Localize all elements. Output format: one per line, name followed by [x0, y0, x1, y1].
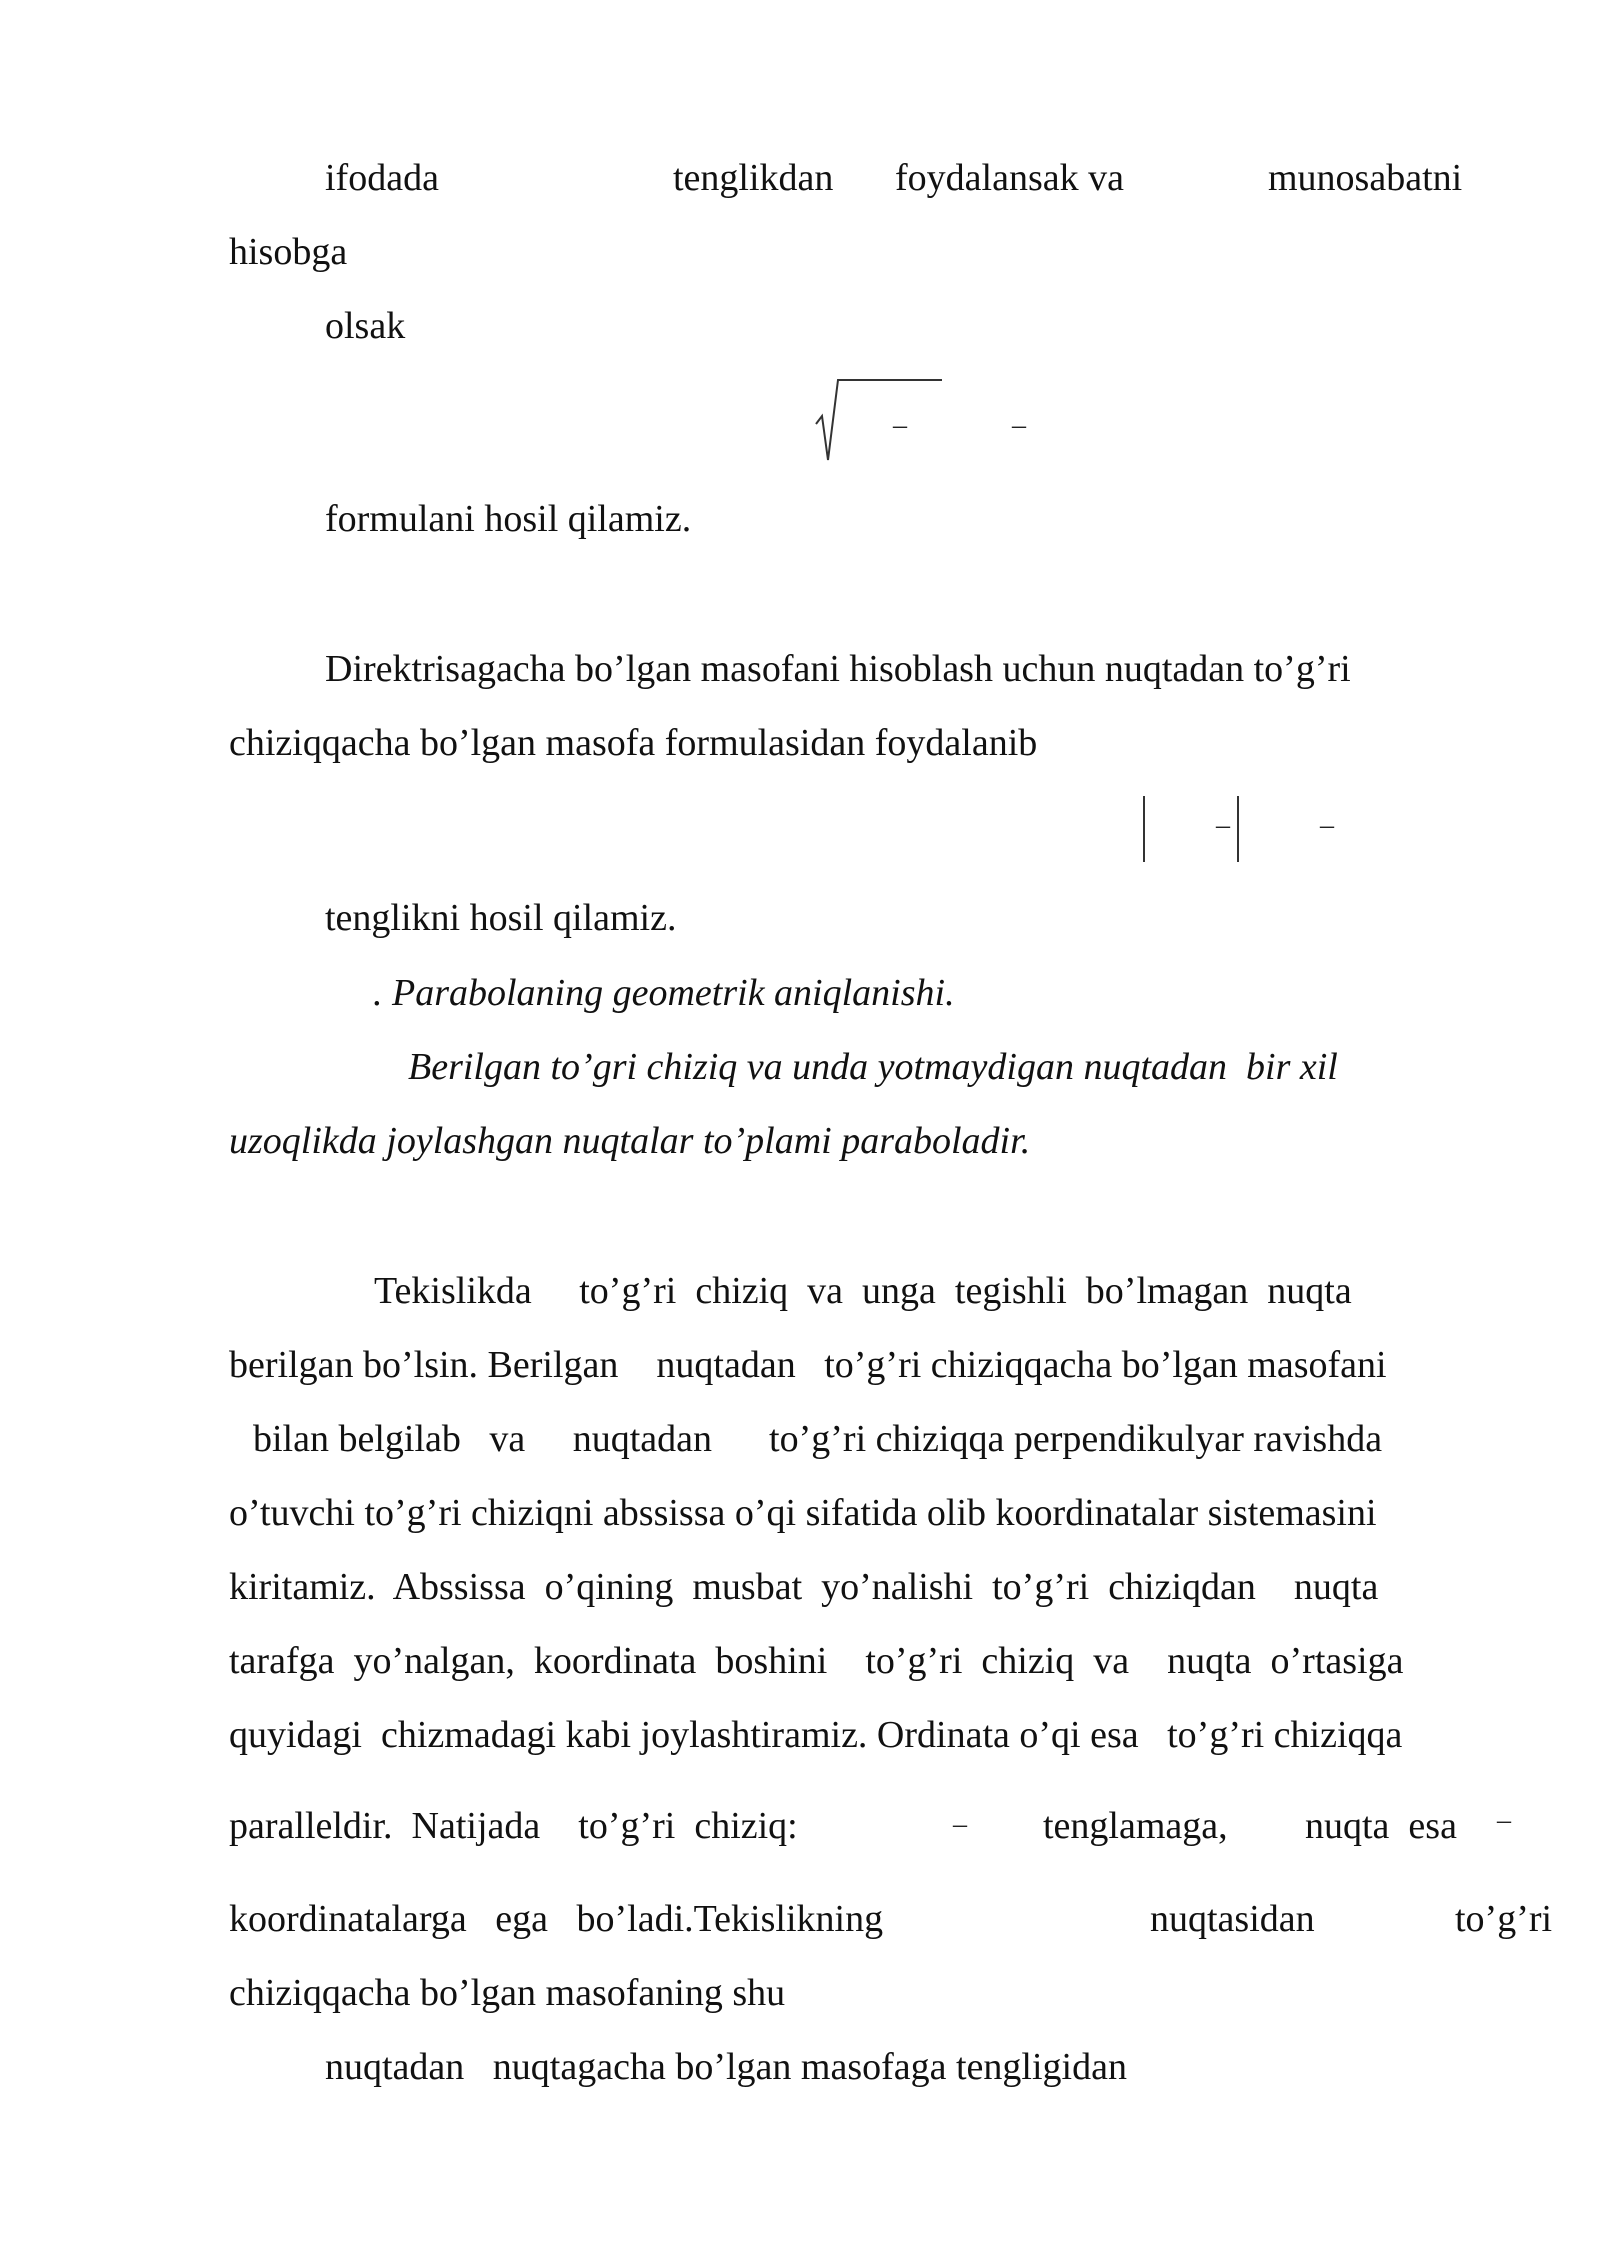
- text-line: hisobga: [229, 231, 348, 273]
- text-line: bilan belgilab va nuqtadan to’g’ri chiziqqa perpendikulyar ravishda: [253, 1418, 1383, 1460]
- word-tenglikdan: tenglikdan: [673, 157, 834, 199]
- formula-mark: –: [1320, 810, 1334, 841]
- formula-mark: –: [953, 1809, 967, 1840]
- text-line: paralleldir. Natijada to’g’ri chiziq:: [229, 1805, 798, 1847]
- text-line: quyidagi chizmadagi kabi joylashtiramiz. Ordinata o’qi esa to’g’ri chiziqqa: [229, 1714, 1403, 1756]
- formula-mark: –: [1012, 410, 1026, 441]
- text-line: tenglamaga,: [1043, 1805, 1228, 1847]
- text-line: tenglikni hosil qilamiz.: [325, 897, 677, 939]
- abs-bar-left: [1143, 796, 1145, 862]
- formula-mark: –: [1497, 1805, 1511, 1836]
- section-heading: . Parabolaning geometrik aniqlanishi.: [373, 972, 955, 1014]
- text-line: olsak: [325, 305, 406, 347]
- text-line: nuqtadan nuqtagacha bo’lgan masofaga tengligidan: [325, 2046, 1127, 2088]
- text-line: to’g’ri: [1455, 1898, 1553, 1940]
- abs-bar-right: [1237, 796, 1239, 862]
- definition-line: Berilgan to’gri chiziq va unda yotmaydigan nuqtadan bir xil: [408, 1046, 1338, 1088]
- text-line: formulani hosil qilamiz.: [325, 498, 692, 540]
- formula-mark: –: [1216, 810, 1230, 841]
- word-munosabatni: munosabatni: [1268, 157, 1463, 199]
- text-line: Direktrisagacha bo’lgan masofani hisoblash uchun nuqtadan to’g’ri: [325, 648, 1351, 690]
- sqrt-sign-icon: [814, 376, 944, 466]
- text-line: o’tuvchi to’g’ri chiziqni abssissa o’qi sifatida olib koordinatalar sistemasini: [229, 1492, 1377, 1534]
- text-line: nuqta esa: [1305, 1805, 1457, 1847]
- text-line: Tekislikda to’g’ri chiziq va unga tegishli bo’lmagan nuqta: [374, 1270, 1352, 1312]
- text-line: koordinatalarga ega bo’ladi.Tekislikning: [229, 1898, 884, 1940]
- text-line: kiritamiz. Abssissa o’qining musbat yo’nalishi to’g’ri chiziqdan nuqta: [229, 1566, 1379, 1608]
- text-line: nuqtasidan: [1150, 1898, 1315, 1940]
- text-line: tarafga yo’nalgan, koordinata boshini to’g’ri chiziq va nuqta o’rtasiga: [229, 1640, 1404, 1682]
- formula-mark: –: [893, 410, 907, 441]
- word-foydalansak-va: foydalansak va: [895, 157, 1124, 199]
- text-line: chiziqqacha bo’lgan masofaning shu: [229, 1972, 786, 2014]
- definition-line: uzoqlikda joylashgan nuqtalar to’plami paraboladir.: [229, 1120, 1031, 1162]
- text-line: chiziqqacha bo’lgan masofa formulasidan foydalanib: [229, 722, 1038, 764]
- word-ifodada: ifodada: [325, 157, 439, 199]
- text-line: berilgan bo’lsin. Berilgan nuqtadan to’g’ri chiziqqacha bo’lgan masofani: [229, 1344, 1387, 1386]
